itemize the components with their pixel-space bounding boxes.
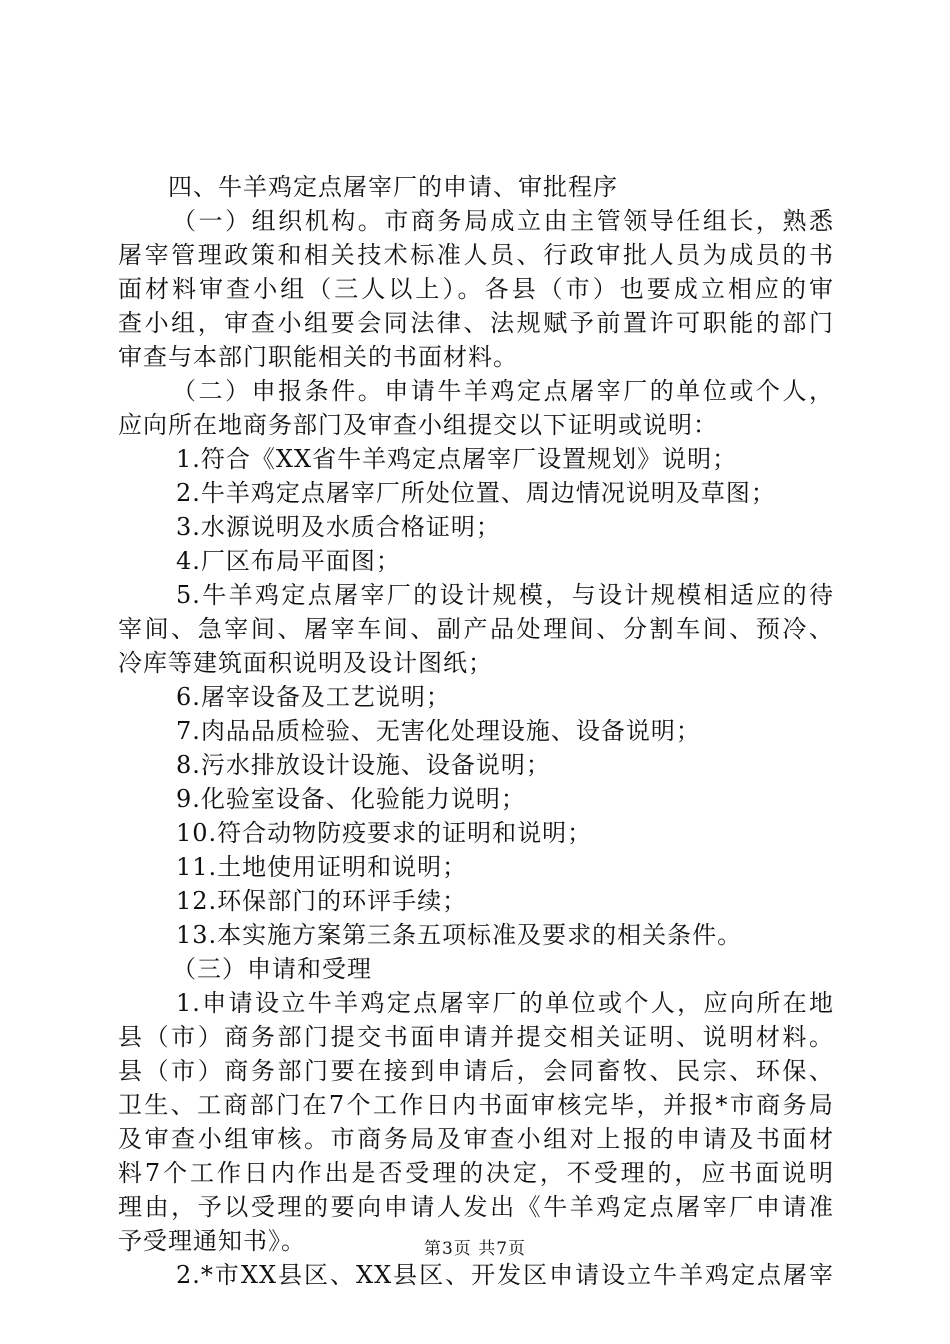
document-body — [118, 170, 834, 1292]
text-line: 2.牛羊鸡定点屠宰厂所处位置、周边情况说明及草图； — [176, 479, 776, 507]
text-line: 1.符合《XX省牛羊鸡定点屠宰厂设置规划》说明； — [176, 445, 738, 473]
text-line: 9.化验室设备、化验能力说明； — [176, 785, 526, 813]
text-line: 6.屠宰设备及工艺说明； — [176, 683, 451, 711]
text-line: 12.环保部门的环评手续； — [176, 887, 468, 915]
text-line: （三）申请和受理 — [172, 955, 372, 983]
text-line: 宰间、急宰间、屠宰车间、副产品处理间、分割车间、预冷、 — [118, 615, 834, 643]
text-line: 理由，予以受理的要向申请人发出《牛羊鸡定点屠宰厂申请准 — [118, 1193, 834, 1221]
text-line: 县（市）商务部门要在接到申请后，会同畜牧、民宗、环保、 — [118, 1057, 834, 1085]
text-line: （一）组织机构。市商务局成立由主管领导任组长，熟悉 — [172, 207, 834, 235]
text-line: （二）申报条件。申请牛羊鸡定点屠宰厂的单位或个人， — [172, 377, 834, 405]
text-line: 11.土地使用证明和说明； — [176, 853, 468, 881]
text-line: 屠宰管理政策和相关技术标准人员、行政审批人员为成员的书 — [118, 241, 834, 269]
text-line: 应向所在地商务部门及审查小组提交以下证明或说明： — [118, 411, 718, 439]
page-footer: 第3页 共7页 — [423, 1239, 527, 1259]
text-line: 四、牛羊鸡定点屠宰厂的申请、审批程序 — [168, 173, 618, 201]
text-line: 审查与本部门职能相关的书面材料。 — [118, 343, 518, 371]
text-line: 3.水源说明及水质合格证明； — [176, 513, 501, 541]
text-line: 1.申请设立牛羊鸡定点屠宰厂的单位或个人，应向所在地 — [176, 989, 834, 1017]
text-line: 及审查小组审核。市商务局及审查小组对上报的申请及书面材 — [118, 1125, 834, 1153]
text-line: 料7个工作日内作出是否受理的决定，不受理的，应书面说明 — [118, 1159, 834, 1187]
text-line: 13.本实施方案第三条五项标准及要求的相关条件。 — [176, 921, 743, 949]
text-line: 予受理通知书》。 — [118, 1227, 306, 1255]
text-line: 面材料审查小组（三人以上）。各县（市）也要成立相应的审 — [118, 275, 834, 303]
text-line: 5.牛羊鸡定点屠宰厂的设计规模，与设计规模相适应的待 — [176, 581, 834, 609]
text-line: 查小组，审查小组要会同法律、法规赋予前置许可职能的部门 — [118, 309, 834, 337]
text-line: 2.*市XX县区、XX县区、开发区申请设立牛羊鸡定点屠宰 — [176, 1261, 834, 1289]
text-line: 冷库等建筑面积说明及设计图纸； — [118, 649, 493, 677]
text-line: 县（市）商务部门提交书面申请并提交相关证明、说明材料。 — [118, 1023, 834, 1051]
text-line: 8.污水排放设计设施、设备说明； — [176, 751, 551, 779]
text-line: 10.符合动物防疫要求的证明和说明； — [176, 819, 593, 847]
text-line: 7.肉品品质检验、无害化处理设施、设备说明； — [176, 717, 701, 745]
text-line: 4.厂区布局平面图； — [176, 547, 401, 575]
text-line: 卫生、工商部门在7个工作日内书面审核完毕，并报*市商务局 — [118, 1091, 834, 1119]
